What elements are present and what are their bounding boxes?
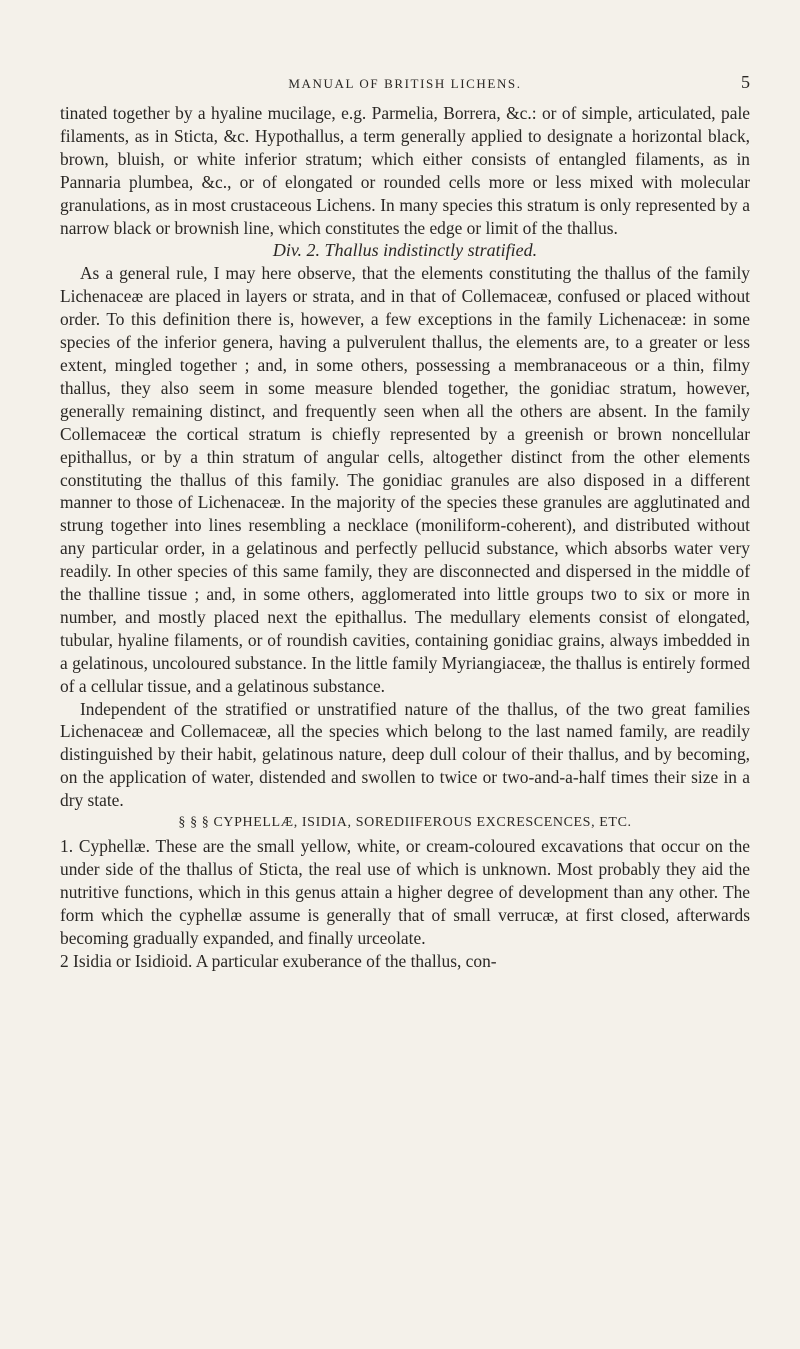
page-number: 5 [741,72,750,92]
section-heading: § § § CYPHELLÆ, ISIDIA, SOREDIIFEROUS EXCRESCENCES, ETC. [178,815,632,831]
list-item: 1. Cyphellæ. These are the small yellow, white, or cream-coloured excavations that occur on the under side of the thallus of Sticta, the real use of which is unknown. Most probably they aid the nutritive functions, which in this genus attain a higher degree of development than any other. The form which the cyphellæ assume is generally that of small verrucæ, at first closed, afterwards becoming gradually expanded, and finally urceolate. [60,836,750,948]
page-header [60,58,750,92]
division-heading: Div. 2. Thallus indistinctly stratified. [272,240,538,261]
paragraph: As a general rule, I may here observe, that the elements constituting the thallus of the family Lichenaceæ are placed in layers or strata, and in that of Collemaceæ, confused or placed without order. To this definition there is, however, a few exceptions in the family Lichenaceæ: in some species of the inferior genera, having a pulverulent thallus, the elements are, to a greater or less extent, mingled together ; and, in some others, possessing a membranaceous or a thin, filmy thallus, they also seem in some measure blended together, the gonidiac stratum, however, generally remaining distinct, and frequently seen when all the others are absent. In the family Collemaceæ the cortical stratum is chiefly represented by a greenish or brown noncellular epithallus, or by a thin stratum of angular cells, altogether distinct from the other elements constituting the thallus of this family. The gonidiac granules are also disposed in a different manner to those of Lichenaceæ. In the majority of the species these granules are agglutinated and strung together into lines resembling a necklace (moniliform-coherent), and distributed without any particular order, in a gelatinous and perfectly pellucid substance, which absorbs water very readily. In other species of this same family, they are disconnected and dispersed in the middle of the thalline tissue ; and, in some others, agglomerated into little groups two to six or more in number, and mostly placed next the epithallus. The medullary elements consist of elongated, tubular, hyaline filaments, or of roundish cavities, containing gonidiac grains, always imbedded in a gelatinous, uncoloured substance. In the little family Myriangiaceæ, the thallus is entirely formed of a cellular tissue, and a gelatinous substance. [60,263,750,696]
paragraph-continued: tinated together by a hyaline mucilage, e.g. Parmelia, Borrera, &c.: or of simple, articulated, pale filaments, as in Sticta, &c. Hypothallus, a term generally applied to designate a horizontal black, brown, bluish, or white inferior stratum; which either consists of entangled filaments, as in Pannaria plumbea, &c., or of elongated or rounded cells more or less mixed with molecular granulations, as in most crustaceous Lichens. In many species this stratum is only represented by a narrow black or brownish line, which constitutes the edge or limit of the thallus. [60,103,750,238]
page-body [60,102,750,972]
list-item: 2 Isidia or Isidioid. A particular exuberance of the thallus, con- [60,950,497,971]
paragraph: Independent of the stratified or unstratified nature of the thallus, of the two great families Lichenaceæ and Collemaceæ, all the species which belong to the last named family, are readily distinguished by their habit, gelatinous nature, deep dull colour of their thallus, and by becoming, on the application of water, distended and swollen to twice or two-and-a-half times their size in a dry state. [60,698,750,811]
running-head: MANUAL OF BRITISH LICHENS. [288,76,522,91]
